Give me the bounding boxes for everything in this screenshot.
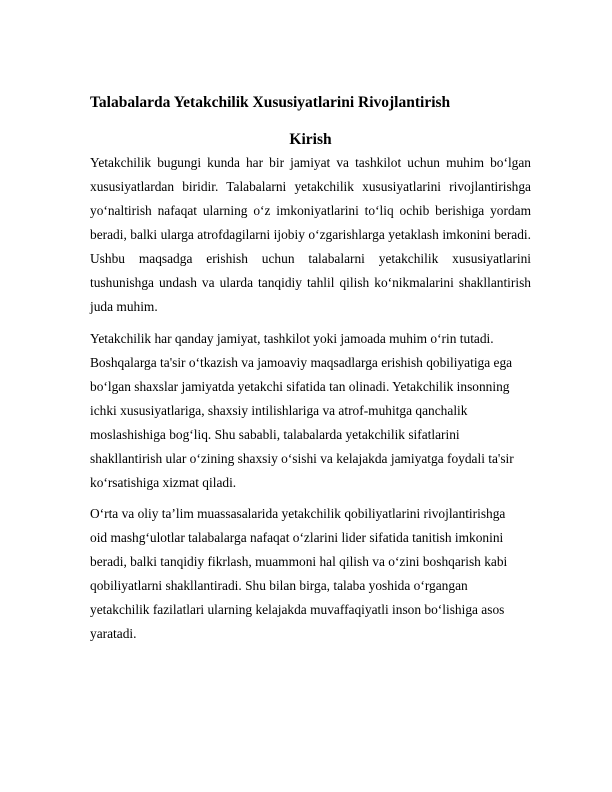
paragraph-3: O‘rta va oliy ta’lim muassasalarida yetakchilik qobiliyatlarini rivojlantirishga oid mashg‘ulotlar talabalarga nafaqat o‘zlarini lider sifatida tanitish imkonini beradi, balki tanqidiy fikrlash, muammoni hal qilish va o‘zini boshqarish kabi qobiliyatlarni shakllantiradi. Shu bilan birga, talaba yoshida o‘rgangan yetakchilik fazilatlari ularning kelajakda muvaffaqiyatli inson bo‘lishiga asos yaratadi. (90, 506, 508, 641)
section-heading: Kirish (289, 131, 332, 148)
document-body (90, 93, 531, 646)
paragraph-2: Yetakchilik har qanday jamiyat, tashkilot yoki jamoada muhim o‘rin tutadi. Boshqalarga ta'sir o‘tkazish va jamoaviy maqsadlarga erishish qobiliyatiga ega bo‘lgan shaxslar jamiyatda yetakchi sifatida tan olinadi. Yetakchilik insonning ichki xususiyatlariga, shaxsiy intilishlariga va atrof-muhitga qanchalik moslashishiga bog‘liq. Shu sababli, talabalarda yetakchilik sifatlarini shakllantirish ular o‘zining shaxsiy o‘sishi va kelajakda jamiyatga foydali ta'sir ko‘rsatishiga xizmat qiladi. (90, 331, 514, 490)
paragraph-1: Yetakchilik bugungi kunda har bir jamiyat va tashkilot uchun muhim bo‘lgan xususiyatlardan biridir. Talabalarni yetakchilik xususiyatlarini rivojlantirishga yo‘naltirish nafaqat ularning o‘z imkoniyatlarini to‘liq ochib berishiga yordam beradi, balki ularga atrofdagilarni ijobiy o‘zgarishlarga yetaklash imkonini beradi. Ushbu maqsadga erishish uchun talabalarni yetakchilik xususiyatlarini tushunishga undash va ularda tanqidiy tahlil qilish ko‘nikmalarini shakllantirish juda muhim. (90, 155, 531, 314)
document-title: Talabalarda Yetakchilik Xususiyatlarini Rivojlantirish (90, 94, 451, 111)
